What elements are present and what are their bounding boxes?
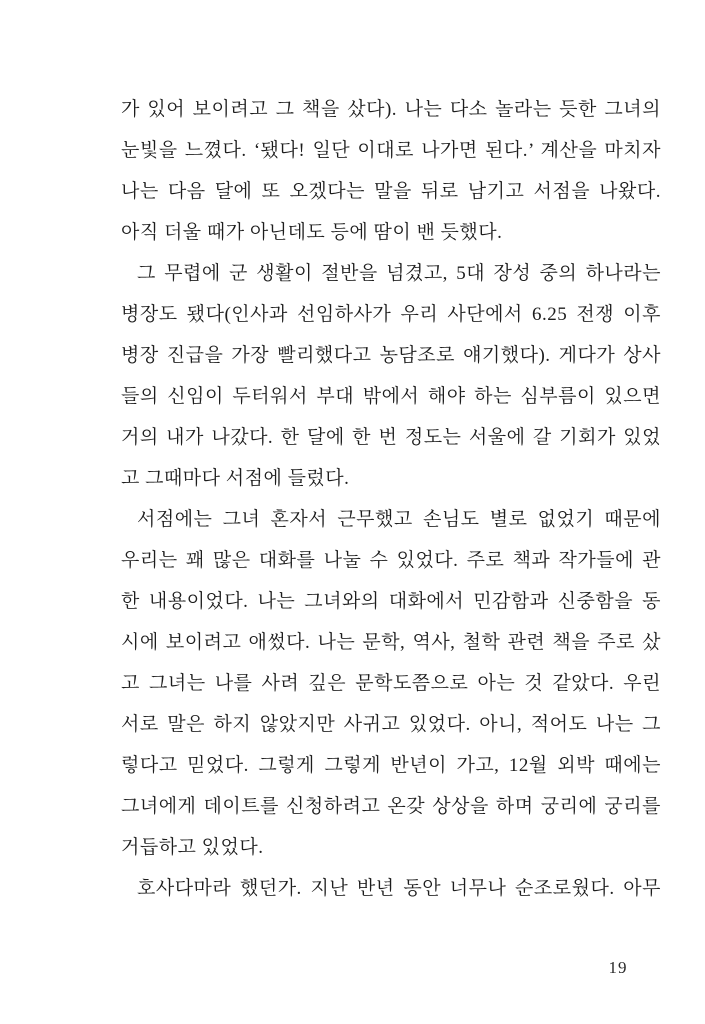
text-line: 그녀에게 데이트를 신청하려고 온갖 상상을 하며 궁리에 궁리를 — [121, 796, 661, 817]
text-line: 나는 다음 달에 또 오겠다는 말을 뒤로 남기고 서점을 나왔다. — [121, 181, 661, 202]
text-line: 가 있어 보이려고 그 책을 샀다). 나는 다소 놀라는 듯한 그녀의 — [121, 99, 661, 120]
text-line: 우리는 꽤 많은 대화를 나눌 수 있었다. 주로 책과 작가들에 관 — [121, 550, 661, 571]
text-line: 눈빛을 느꼈다. ‘됐다! 일단 이대로 나가면 된다.’ 계산을 마치자 — [121, 140, 661, 161]
text-line: 호사다마라 했던가. 지난 반년 동안 너무나 순조로웠다. 아무 — [137, 878, 661, 899]
text-line: 병장도 됐다(인사과 선임하사가 우리 사단에서 6.25 전쟁 이후 — [121, 304, 661, 325]
text-line: 들의 신임이 두터워서 부대 밖에서 해야 하는 심부름이 있으면 — [121, 386, 661, 407]
text-line: 고 그녀는 나를 사려 깊은 문학도쯤으로 아는 것 같았다. 우린 — [121, 673, 661, 694]
text-line: 시에 보이려고 애썼다. 나는 문학, 역사, 철학 관련 책을 주로 샀 — [121, 632, 661, 653]
text-line: 서로 말은 하지 않았지만 사귀고 있었다. 아니, 적어도 나는 그 — [121, 714, 661, 735]
page-number: 19 — [608, 958, 628, 977]
text-line: 서점에는 그녀 혼자서 근무했고 손님도 별로 없었기 때문에 — [137, 509, 661, 530]
text-line: 그 무렵에 군 생활이 절반을 넘겼고, 5대 장성 중의 하나라는 — [137, 263, 661, 284]
text-line: 거의 내가 나갔다. 한 달에 한 번 정도는 서울에 갈 기회가 있었 — [121, 427, 661, 448]
text-line: 거듭하고 있었다. — [121, 837, 264, 858]
text-line: 병장 진급을 가장 빨리했다고 농담조로 얘기했다). 게다가 상사 — [121, 345, 661, 366]
text-line: 한 내용이었다. 나는 그녀와의 대화에서 민감함과 신중함을 동 — [121, 591, 661, 612]
page-text-block — [121, 89, 661, 909]
text-line: 고 그때마다 서점에 들렀다. — [121, 468, 350, 489]
text-line: 렇다고 믿었다. 그렇게 그렇게 반년이 가고, 12월 외박 때에는 — [121, 755, 661, 776]
text-line: 아직 더울 때가 아닌데도 등에 땀이 밴 듯했다. — [121, 222, 503, 243]
